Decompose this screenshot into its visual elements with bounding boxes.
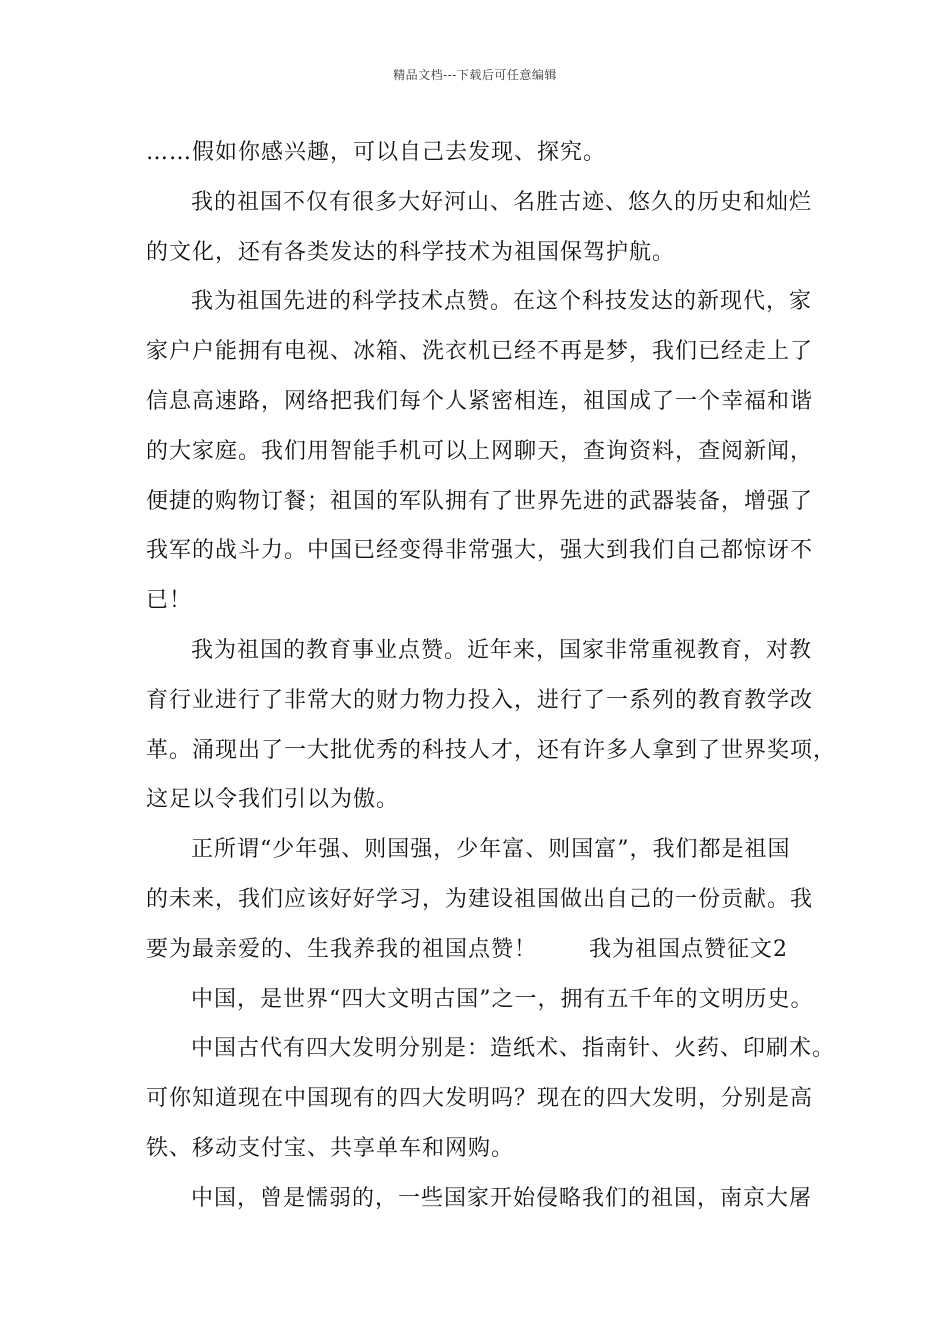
text-line: 便捷的购物订餐；祖国的军队拥有了世界先进的武器装备，增强了 (146, 488, 814, 514)
text-line: 我为祖国先进的科学技术点赞。在这个科技发达的新现代，家 (191, 289, 813, 315)
text-line: 的大家庭。我们用智能手机可以上网聊天，查询资料，查阅新闻， (146, 438, 814, 464)
text-line: 要为最亲爱的、生我养我的祖国点赞！ 我为祖国点赞征文2 (146, 936, 789, 962)
text-line: 育行业进行了非常大的财力物力投入，进行了一系列的教育教学改 (146, 687, 814, 713)
text-line: 信息高速路，网络把我们每个人紧密相连，祖国成了一个幸福和谐 (146, 388, 814, 414)
document-body (146, 128, 836, 1224)
text-line: 这足以令我们引以为傲。 (146, 787, 400, 813)
section-title: 我为祖国点赞征文2 (589, 936, 789, 962)
text-line: 革。涌现出了一大批优秀的科技人才，还有许多人拿到了世界奖项， (146, 737, 837, 763)
text-line: 的文化，还有各类发达的科学技术为祖国保驾护航。 (146, 239, 676, 265)
text-line: 中国，是世界“四大文明古国”之一，拥有五千年的文明历史。 (191, 986, 814, 1012)
text-line: ……假如你感兴趣，可以自己去发现、探究。 (146, 140, 607, 165)
text-line: 我为祖国的教育事业点赞。近年来，国家非常重视教育，对教 (191, 637, 813, 663)
text-line: 的未来，我们应该好好学习，为建设祖国做出自己的一份贡献。我 (146, 886, 814, 912)
text-line: 可你知道现在中国现有的四大发明吗？现在的四大发明，分别是高 (146, 1086, 814, 1112)
text-line: 我的祖国不仅有很多大好河山、名胜古迹、悠久的历史和灿烂 (191, 189, 813, 215)
page-header: 精品文档---下载后可任意编辑 (393, 68, 557, 82)
text-line: 家户户能拥有电视、冰箱、洗衣机已经不再是梦，我们已经走上了 (146, 339, 814, 365)
text-line: 正所谓“少年强、则国强，少年富、则国富”，我们都是祖国 (191, 837, 791, 863)
text-line: 铁、移动支付宝、共享单车和网购。 (146, 1135, 515, 1161)
text-line: 我军的战斗力。中国已经变得非常强大，强大到我们自己都惊讶不 (146, 538, 814, 564)
text-line: 中国古代有四大发明分别是：造纸术、指南针、火药、印刷术。 (191, 1036, 836, 1062)
text-line: 已！ (146, 588, 193, 614)
text-line: 中国，曾是懦弱的，一些国家开始侵略我们的祖国，南京大屠 (191, 1185, 813, 1211)
